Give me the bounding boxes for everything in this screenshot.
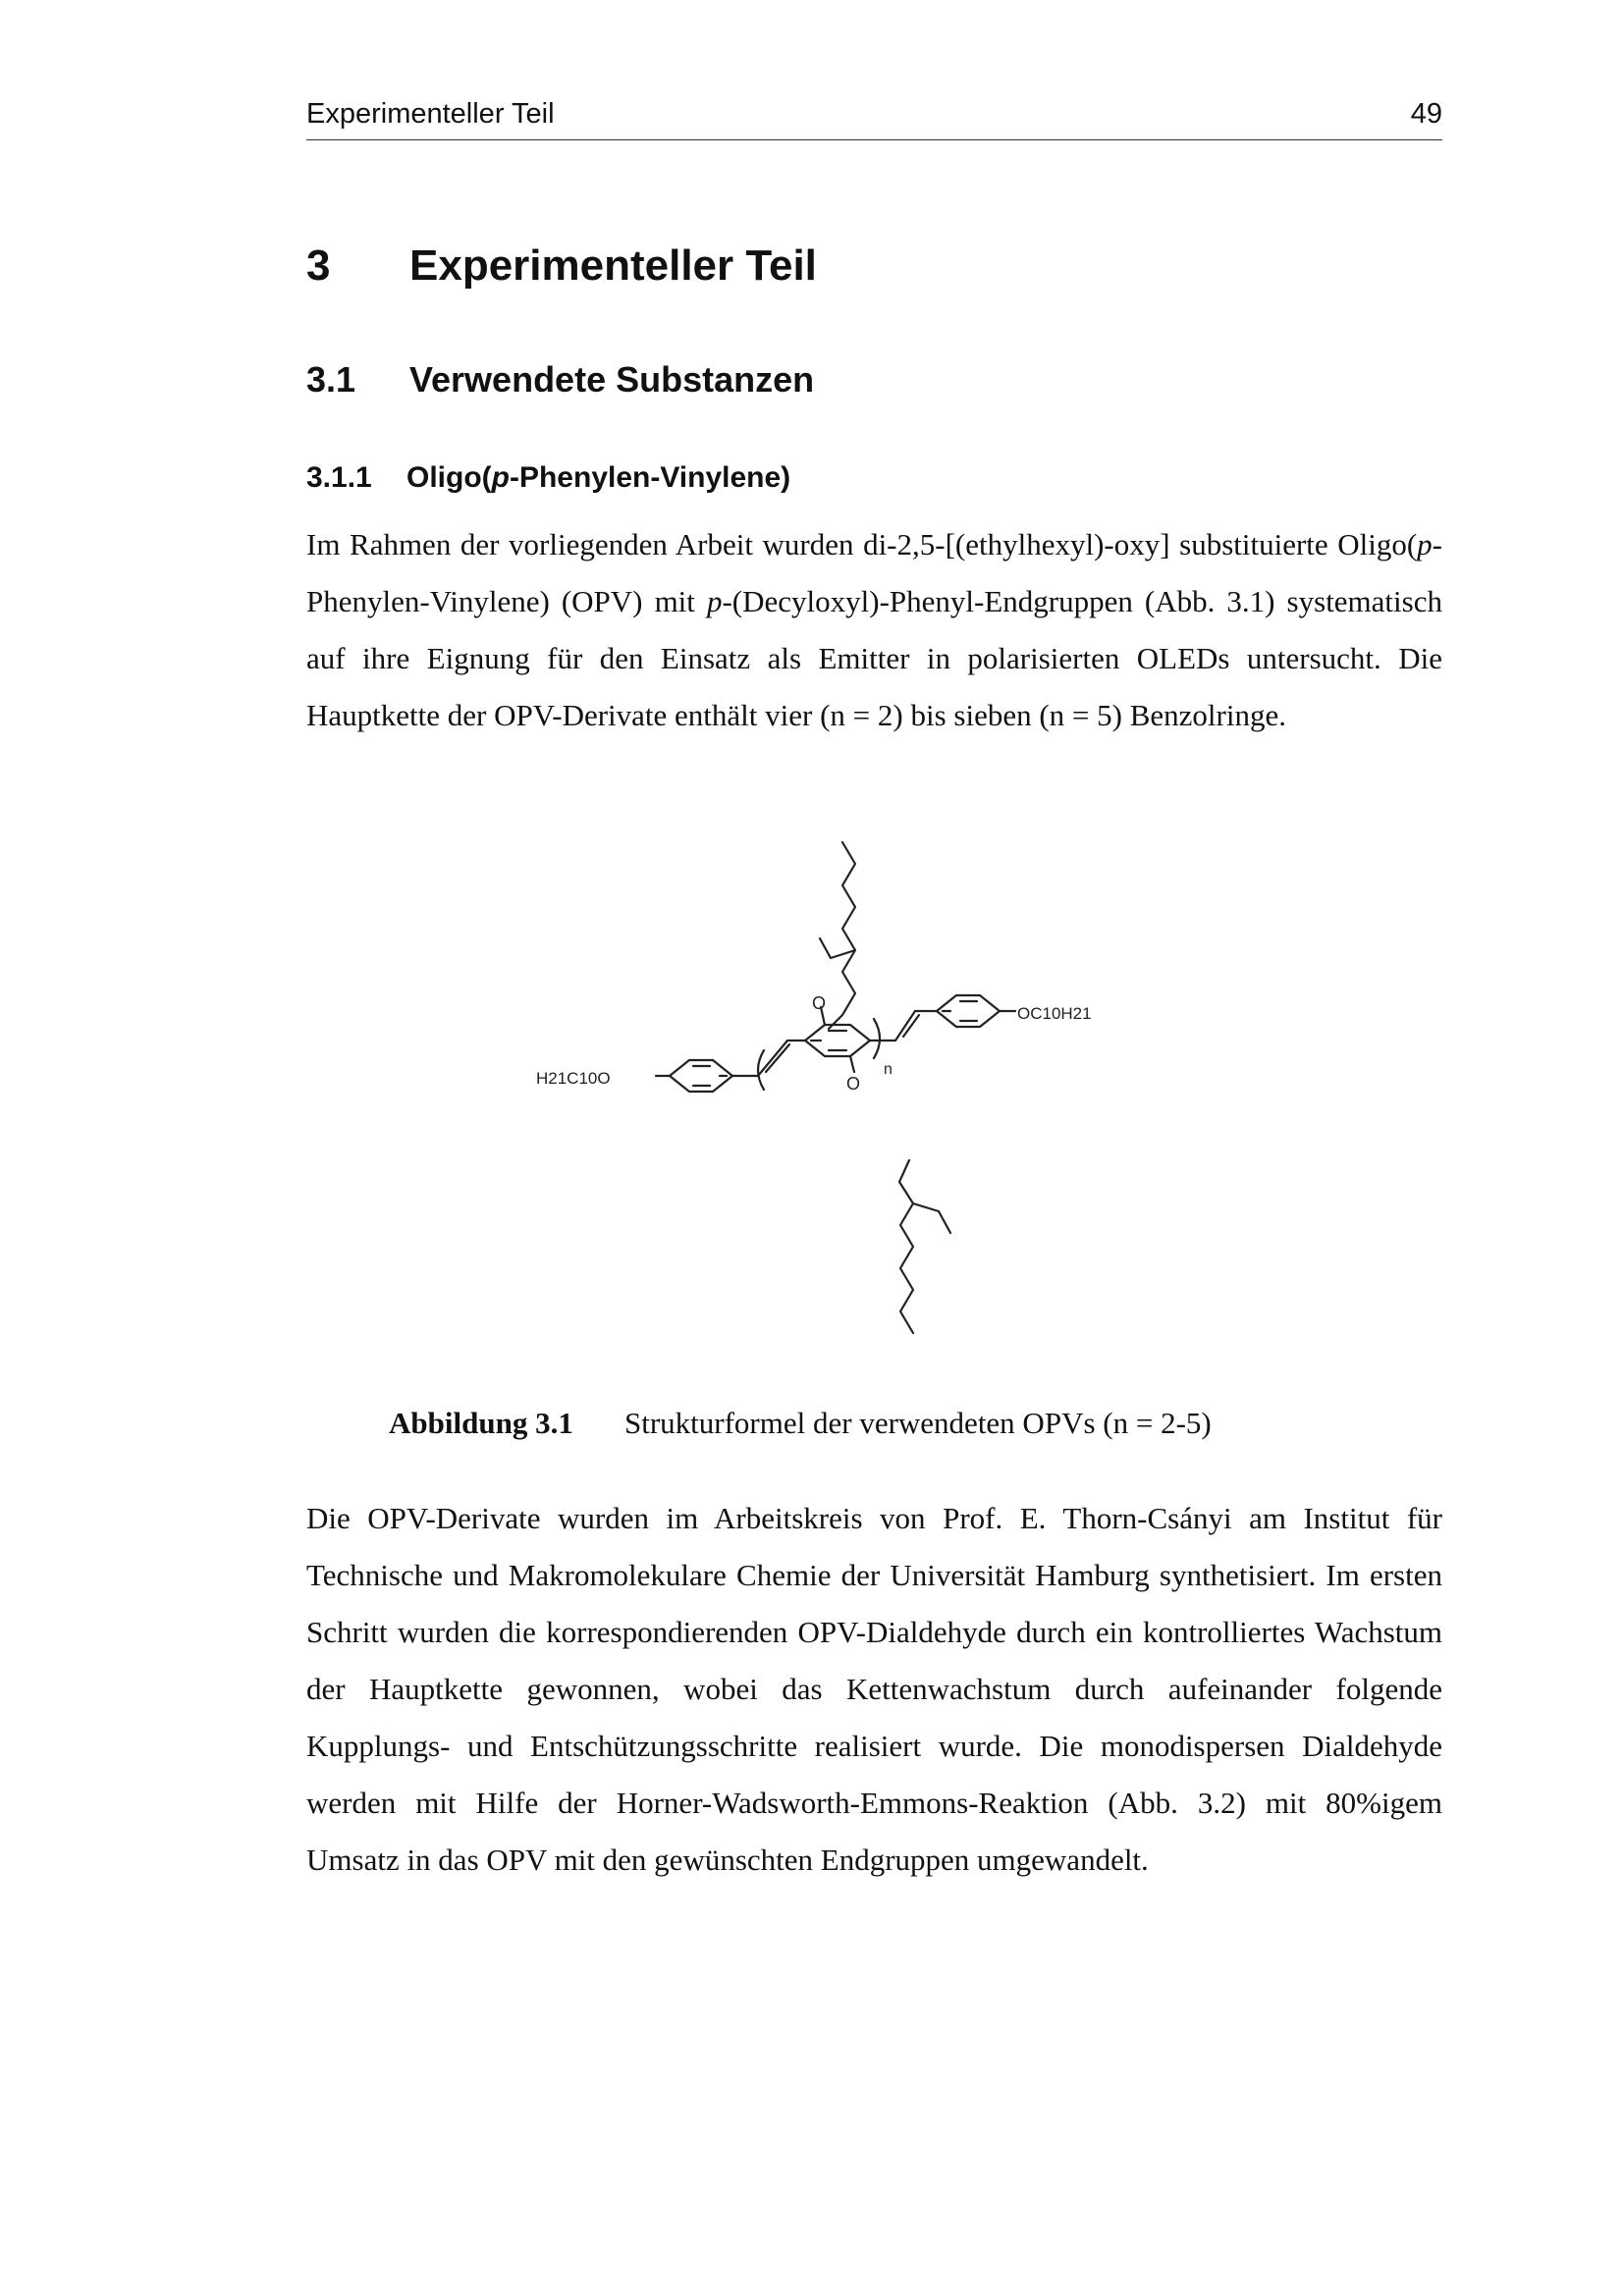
chapter-number: 3 — [306, 241, 331, 290]
paragraph1-part1: Im Rahmen der vorliegenden Arbeit wurden di-2,5-[(ethylhexyl)-oxy] substituierte Oligo( — [306, 527, 1418, 561]
top-alkyl-chain — [829, 842, 855, 1029]
subsection-title-pre: Oligo( — [406, 461, 492, 494]
section-heading — [306, 359, 814, 400]
subsection-number: 3.1.1 — [306, 461, 372, 494]
chapter-title: Experimenteller Teil — [409, 241, 817, 290]
left-vinylene — [732, 1041, 805, 1076]
subsection-title-post: -Phenylen-Vinylene) — [509, 461, 791, 494]
bottom-o-link — [850, 1056, 854, 1072]
right-end-group-label: OC10H21 — [1017, 1004, 1092, 1023]
bottom-ethyl-branch — [913, 1203, 950, 1233]
paragraph-opv-intro — [306, 516, 1442, 744]
bottom-alkyl-chain — [899, 1160, 913, 1333]
caption-text: Strukturformel der verwendeten OPVs (n = 2-5) — [624, 1406, 1212, 1440]
page-number: 49 — [1410, 98, 1442, 130]
opv-structural-formula — [530, 832, 1217, 1362]
section-number: 3.1 — [306, 359, 356, 400]
bottom-oxygen-label: O — [846, 1074, 861, 1094]
subsection-title-italic: p — [491, 461, 510, 494]
right-bracket — [874, 1019, 880, 1058]
top-oxygen-label: O — [812, 993, 827, 1013]
figure-opv-structure — [530, 832, 1217, 1362]
figure-caption — [389, 1406, 1212, 1441]
chapter-heading — [306, 241, 817, 291]
running-header-title: Experimenteller Teil — [306, 98, 555, 130]
paragraph1-part2: -Phenylen-Vinylene) (OPV) mit — [306, 527, 1442, 618]
repeat-unit-n-label: n — [884, 1061, 893, 1078]
running-header — [306, 94, 1442, 140]
paragraph1-part3: -(Decyloxyl)-Phenyl-Endgruppen (Abb. 3.1) systematisch auf ihre Eignung für den Einsatz als Emitter in polarisierten OLEDs untersucht. Die Hauptkette der OPV-Derivate enthält vier (n = 2) bis sieben (n = 5) Benzolringe. — [306, 584, 1442, 732]
paragraph-synthesis: Die OPV-Derivate wurden im Arbeitskreis von Prof. E. Thorn-Csányi am Institut für Technische und Makromolekulare Chemie der Universität Hamburg synthetisiert. Im ersten Schritt wurden die korrespondierenden OPV-Dialdehyde durch ein kontrolliertes Wachstum der Hauptkette gewonnen, wobei das Kettenwachstum durch aufeinander folgende Kupplungs- und Entschützungsschritte realisiert wurde. Die monodispersen Dialdehyde werden mit Hilfe der Horner-Wadsworth-Emmons-Reaktion (Abb. 3.2) mit 80%igem Umsatz in das OPV mit den gewünschten Endgruppen umgewandelt. — [306, 1501, 1442, 1877]
section-title: Verwendete Substanzen — [409, 359, 815, 400]
left-end-group-label: H21C10O — [536, 1069, 611, 1088]
subsection-heading — [306, 461, 790, 495]
paragraph1-italic-p2: p — [706, 584, 723, 618]
caption-label: Abbildung 3.1 — [389, 1406, 573, 1440]
paragraph1-italic-p1: p — [1417, 527, 1433, 561]
